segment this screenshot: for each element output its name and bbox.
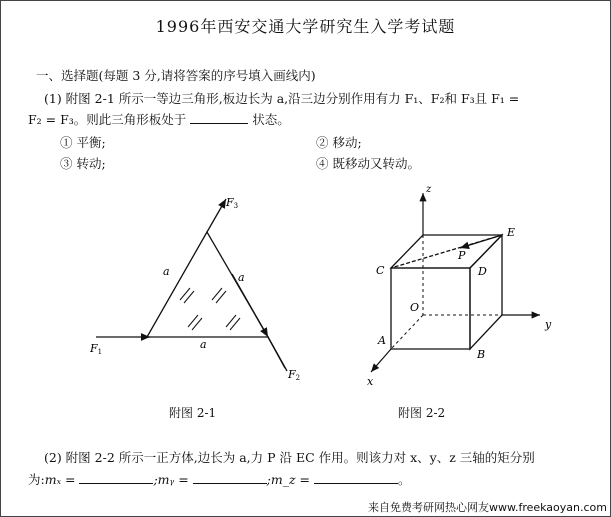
question-2-line-1: (2) 附图 2-2 所示一正方体,边长为 a,力 P 沿 EC 作用。则该力对 x、y、z 三轴的矩分别	[44, 450, 535, 465]
vertex-label-b: B	[477, 348, 486, 361]
option-4: ④ 既移动又转动。	[316, 156, 420, 171]
answer-blank-mz[interactable]	[314, 471, 398, 484]
option-1: ① 平衡;	[60, 135, 106, 150]
axis-label-x: x	[367, 375, 374, 388]
label-f1: F1	[90, 342, 103, 356]
footer-watermark: 来自免费考研网热心网友www.freekaoyan.com	[367, 501, 607, 514]
moment-x-label: mₓ =	[44, 472, 76, 487]
answer-blank-mx[interactable]	[79, 471, 153, 484]
question-1-text: F₂ = F₃。则此三角形板处于	[28, 112, 187, 127]
page-title: 1996年西安交通大学研究生入学考试题	[155, 17, 456, 36]
figure-2-2-caption: 附图 2-2	[398, 406, 446, 420]
section-heading: 一、选择题(每题 3 分,请将答案的序号填入画线内)	[36, 68, 316, 83]
label-f3: F3	[226, 196, 239, 210]
axis-label-z: z	[426, 184, 432, 195]
origin-label-o: O	[410, 301, 420, 314]
axis-label-y: y	[545, 318, 552, 331]
vertex-label-e: E	[507, 226, 516, 239]
question-1-line-1: (1) 附图 2-1 所示一等边三角形,板边长为 a,沿三边分别作用有力 F₁、F₂和 F₃且 F₁ =	[44, 91, 520, 106]
x-axis	[371, 349, 391, 372]
label-f2: F2	[288, 368, 301, 382]
question-2-end: 。	[398, 472, 411, 487]
force-label-p: P	[458, 249, 466, 262]
vertex-label-a: A	[378, 334, 386, 347]
label-side-left: a	[163, 265, 170, 278]
cube-front-face	[391, 268, 470, 349]
vertex-label-c: C	[376, 264, 385, 277]
figure-2-1-caption: 附图 2-1	[169, 406, 217, 420]
option-3: ③ 转动;	[60, 156, 106, 171]
question-2-line-2	[28, 470, 411, 488]
moment-y-label: ;mᵧ =	[153, 472, 189, 487]
cube-right-face	[470, 235, 502, 349]
vertex-label-d: D	[478, 265, 487, 278]
moment-z-label: ;m_z =	[266, 472, 311, 487]
label-side-right: a	[238, 271, 245, 284]
question-1-suffix: 状态。	[252, 112, 290, 127]
option-2: ② 移动;	[316, 135, 362, 150]
answer-blank-my[interactable]	[193, 471, 267, 484]
label-side-bottom: a	[200, 338, 207, 351]
question-2-prefix: 为:	[28, 472, 45, 487]
